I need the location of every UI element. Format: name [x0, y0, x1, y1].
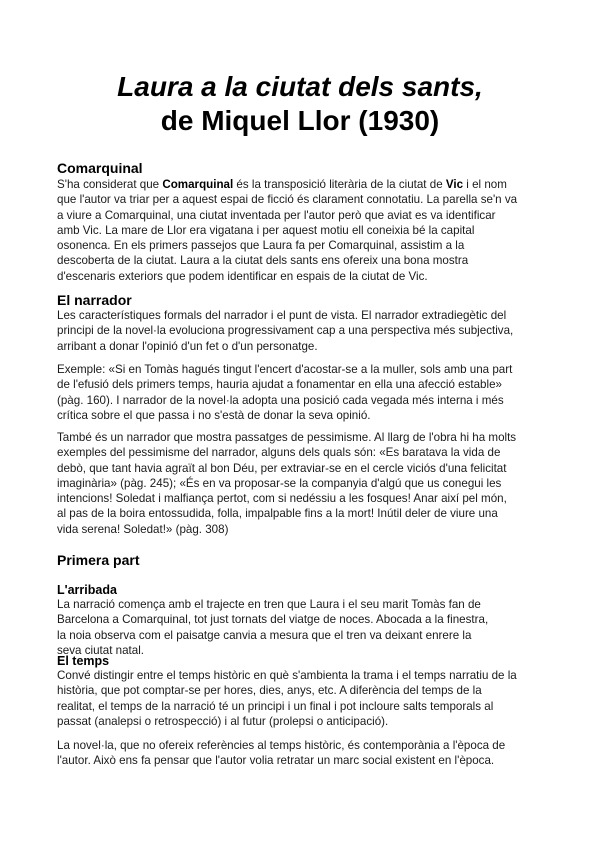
- paragraph-line: crítica sobre el que passa i no s'està de donar la seva opinió.: [57, 408, 371, 422]
- paragraph-line: de l'efusió dels primers temps, hauria ajudat a fonamentar en ella una afecció estable»: [57, 378, 502, 392]
- arribada-paragraph: [57, 597, 523, 658]
- paragraph-line: vida serena! Soledat!» (pàg. 308): [57, 522, 229, 536]
- paragraph-line: principi de la novel·la evoluciona progressivament cap a una perspectiva més subjectiva,: [57, 324, 514, 338]
- paragraph-line: exemples del pessimisme del narrador, alguns dels quals són: «Es baratava la vida de: [57, 446, 501, 460]
- text-run: S'ha considerat que: [57, 178, 163, 191]
- temps-paragraph-1: [57, 668, 523, 729]
- text-run: i el nom: [463, 178, 507, 191]
- section-heading-narrador: El narrador: [57, 292, 132, 308]
- paragraph-line: intencions! Soledat i malfiança pertot, com si nedéssiu a les fosques! Anar així pel món,: [57, 492, 507, 506]
- title-line-2: de Miquel Llor (1930): [160, 105, 440, 136]
- paragraph-line: passat (analepsi o retrospecció) i al futur (prolepsi o anticipació).: [57, 714, 389, 728]
- paragraph-line: amb Vic. La mare de Llor era vigatana i per aquest motiu ell coneixia bé la capital: [57, 223, 475, 237]
- temps-paragraph-2: [57, 738, 523, 769]
- subheading-arribada: L'arribada: [57, 583, 117, 597]
- paragraph-line: descoberta de la ciutat. Laura a la ciutat dels sants ens ofereix una bona mostra: [57, 254, 469, 268]
- narrador-paragraph-3: [57, 430, 523, 537]
- paragraph-line: (pàg. 160). I narrador de la novel·la adopta una posició cada vegada més interna i més: [57, 393, 504, 407]
- paragraph-line: a viure a Comarquinal, una ciutat inventada per l'autor però que aviat es va identificar: [57, 208, 496, 222]
- paragraph-line: Barcelona a Comarquinal, tot just tornats del viatge de noces. Abocada a la finestra,: [57, 613, 489, 627]
- paragraph-line: que l'autor va triar per a aquest espai de ficció és clarament connotatiu. La parella se'n va: [57, 193, 518, 207]
- paragraph-line: imaginària» (pàg. 245); «És en va proposar-se la companyia d'algú que us conegui les: [57, 476, 502, 490]
- paragraph-line: També és un narrador que mostra passatges de pessimisme. Al llarg de l'obra hi ha molts: [57, 431, 517, 444]
- paragraph-line: l'autor. Això ens fa pensar que l'autor volia retratar un marc social existent en l'època.: [57, 754, 495, 768]
- paragraph-line: realitat, el temps de la narració té un principi i un final i pot incloure salts temporals al: [57, 699, 494, 713]
- narrador-paragraph-1: [57, 308, 523, 354]
- paragraph-line: debò, que tant havia agraït al bon Déu, per extraviar-se en el cercle viciós d'una felicitat: [57, 461, 507, 475]
- document-title: [0, 70, 600, 138]
- paragraph-line: la noia observa com el paisatge canvia a mesura que el tren va deixant enrere la: [57, 628, 472, 642]
- comarquinal-paragraph: [57, 177, 523, 284]
- paragraph-line: història, que pot comptar-se per hores, dies, anys, etc. A diferència del temps de la: [57, 684, 482, 698]
- narrador-paragraph-2: [57, 362, 523, 423]
- paragraph-line: La novel·la, que no ofereix referències al temps històric, és contemporània a l'època de: [57, 739, 506, 752]
- title-line-1: Laura a la ciutat dels sants,: [117, 71, 483, 102]
- bold-term-vic: Vic: [445, 178, 464, 191]
- section-heading-primera-part: Primera part: [57, 552, 140, 568]
- paragraph-line: Les característiques formals del narrador i el punt de vista. El narrador extradiegètic del: [57, 309, 507, 322]
- subheading-temps: El temps: [57, 654, 110, 668]
- paragraph-line: [57, 177, 523, 192]
- paragraph-line: osonenca. En els primers passejos que Laura fa per Comarquinal, assistim a la: [57, 239, 465, 253]
- section-heading-comarquinal: Comarquinal: [57, 160, 143, 176]
- text-run: és la transposició literària de la ciutat de: [233, 178, 446, 191]
- paragraph-line: arribant a donar l'opinió d'un fet o d'un personatge.: [57, 339, 318, 353]
- paragraph-line: al pas de la boira entossudida, folla, impalpable fins a la mort! Inútil deler de viure una: [57, 507, 498, 521]
- paragraph-line: seva ciutat natal.: [57, 643, 145, 657]
- paragraph-line: d'escenaris exteriors que podem identificar en espais de la ciutat de Vic.: [57, 269, 428, 283]
- paragraph-line: Convé distingir entre el temps històric en què s'ambienta la trama i el temps narratiu de la: [57, 669, 517, 682]
- paragraph-line: Exemple: «Si en Tomàs hagués tingut l'encert d'acostar-se a la muller, sols amb una part: [57, 363, 513, 376]
- bold-term-comarquinal: Comarquinal: [162, 178, 234, 191]
- paragraph-line: La narració comença amb el trajecte en tren que Laura i el seu marit Tomàs fan de: [57, 598, 481, 611]
